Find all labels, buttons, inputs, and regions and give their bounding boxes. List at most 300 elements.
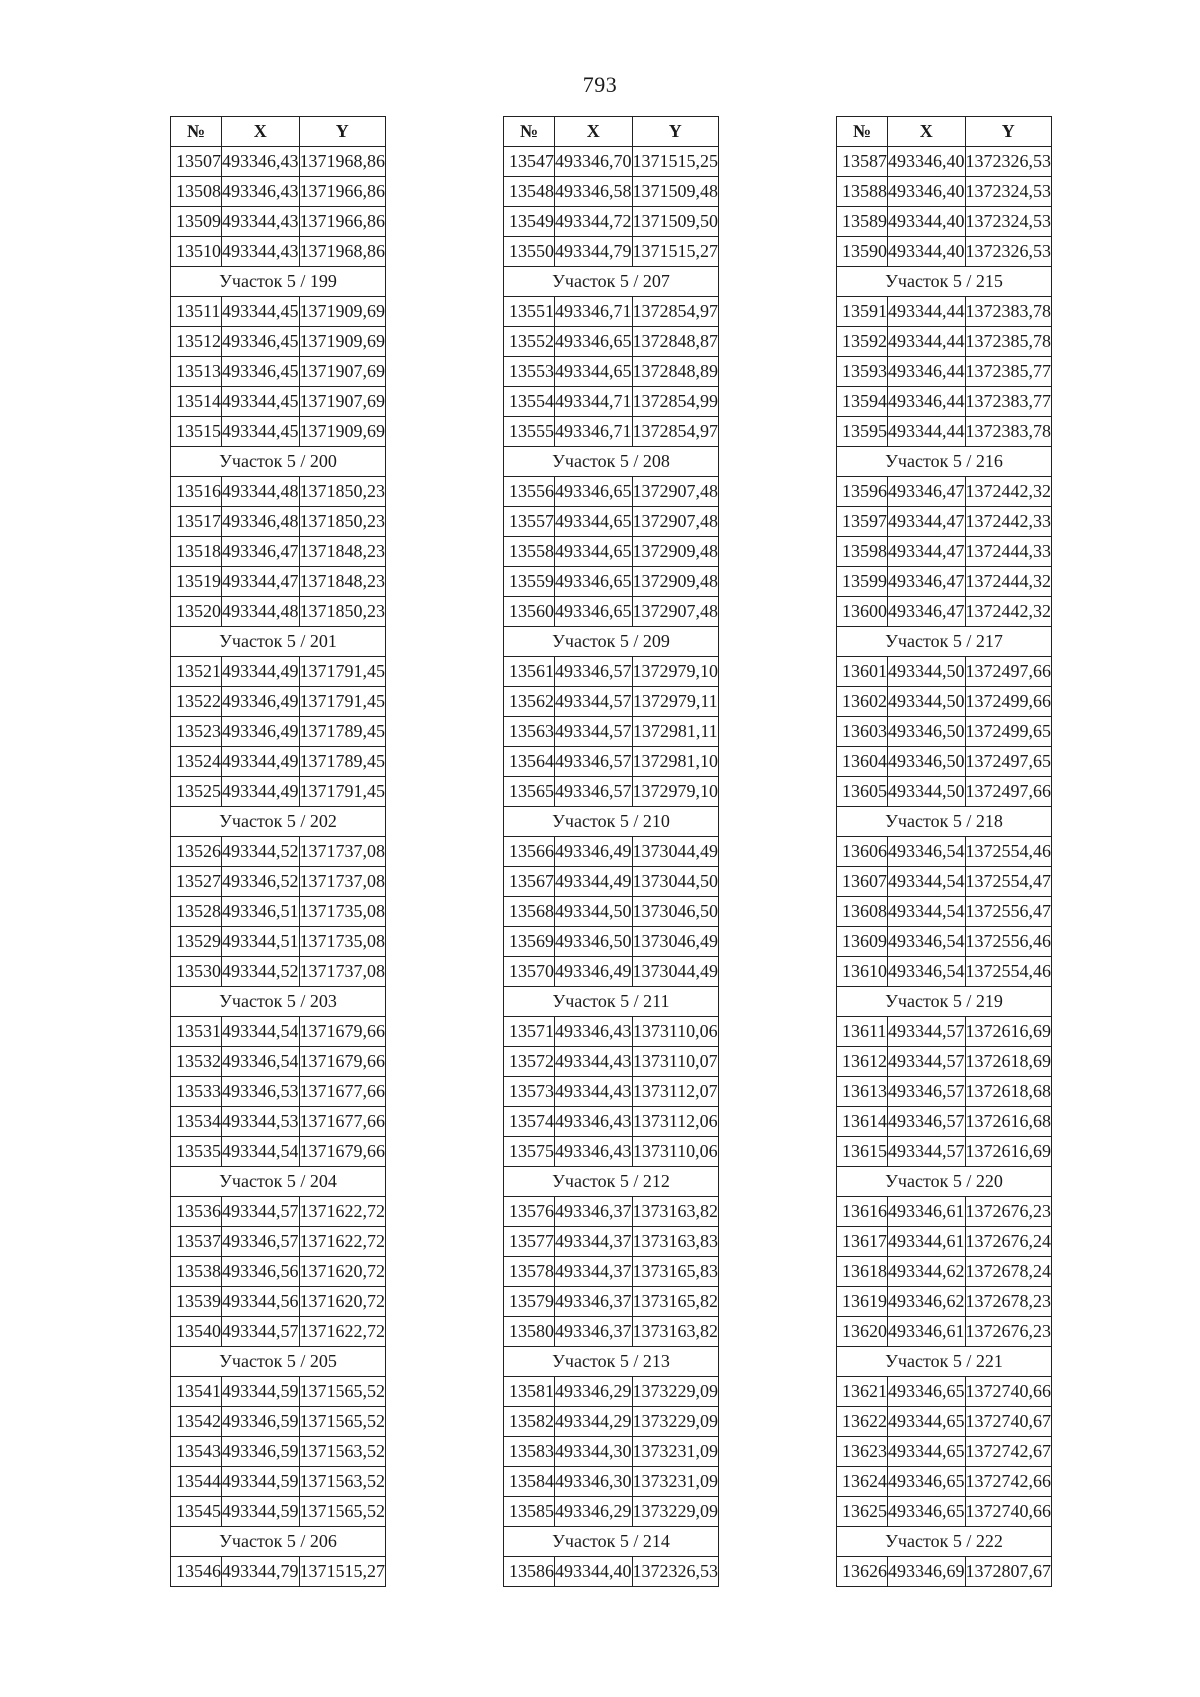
- table-row: [504, 1197, 719, 1227]
- x-coordinate-cell: 493344,40: [555, 1557, 633, 1587]
- y-coordinate-cell: 1372676,24: [965, 1227, 1052, 1257]
- y-coordinate-cell: 1371737,08: [299, 957, 386, 987]
- table-row: [504, 1047, 719, 1077]
- point-number-cell: 13602: [837, 687, 888, 717]
- section-row: [171, 807, 386, 837]
- table-row: [171, 237, 386, 267]
- table-row: [504, 537, 719, 567]
- section-row: [504, 807, 719, 837]
- x-coordinate-cell: 493346,54: [888, 837, 966, 867]
- table-row: [837, 1017, 1052, 1047]
- x-coordinate-cell: 493346,49: [222, 687, 300, 717]
- table-row: [171, 387, 386, 417]
- point-number-cell: 13551: [504, 297, 555, 327]
- table-row: [171, 867, 386, 897]
- column-header-x: X: [888, 117, 966, 147]
- table-row: [171, 507, 386, 537]
- section-title: Участок 5 / 220: [837, 1167, 1052, 1197]
- table-header-row: [504, 117, 719, 147]
- table-row: [504, 747, 719, 777]
- y-coordinate-cell: 1371622,72: [299, 1317, 386, 1347]
- point-number-cell: 13514: [171, 387, 222, 417]
- x-coordinate-cell: 493346,49: [222, 717, 300, 747]
- point-number-cell: 13580: [504, 1317, 555, 1347]
- page-number: 793: [582, 72, 618, 97]
- section-row: [504, 1167, 719, 1197]
- point-number-cell: 13626: [837, 1557, 888, 1587]
- point-number-cell: 13577: [504, 1227, 555, 1257]
- x-coordinate-cell: 493346,71: [555, 417, 633, 447]
- point-number-cell: 13592: [837, 327, 888, 357]
- table-row: [504, 387, 719, 417]
- table-row: [837, 297, 1052, 327]
- point-number-cell: 13623: [837, 1437, 888, 1467]
- x-coordinate-cell: 493346,50: [555, 927, 633, 957]
- point-number-cell: 13579: [504, 1287, 555, 1317]
- section-title: Участок 5 / 208: [504, 447, 719, 477]
- section-title: Участок 5 / 205: [171, 1347, 386, 1377]
- y-coordinate-cell: 1371515,27: [299, 1557, 386, 1587]
- point-number-cell: 13608: [837, 897, 888, 927]
- table-row: [837, 867, 1052, 897]
- point-number-cell: 13600: [837, 597, 888, 627]
- column-header-y: Y: [632, 117, 719, 147]
- point-number-cell: 13509: [171, 207, 222, 237]
- x-coordinate-cell: 493346,59: [222, 1407, 300, 1437]
- section-title: Участок 5 / 211: [504, 987, 719, 1017]
- point-number-cell: 13620: [837, 1317, 888, 1347]
- x-coordinate-cell: 493344,71: [555, 387, 633, 417]
- table-row: [171, 327, 386, 357]
- point-number-cell: 13598: [837, 537, 888, 567]
- section-row: [504, 627, 719, 657]
- y-coordinate-cell: 1373163,82: [632, 1317, 719, 1347]
- y-coordinate-cell: 1373163,82: [632, 1197, 719, 1227]
- point-number-cell: 13573: [504, 1077, 555, 1107]
- section-title: Участок 5 / 218: [837, 807, 1052, 837]
- y-coordinate-cell: 1372499,65: [965, 717, 1052, 747]
- y-coordinate-cell: 1371677,66: [299, 1077, 386, 1107]
- section-title: Участок 5 / 222: [837, 1527, 1052, 1557]
- y-coordinate-cell: 1372807,67: [965, 1557, 1052, 1587]
- section-title: Участок 5 / 201: [171, 627, 386, 657]
- section-title: Участок 5 / 212: [504, 1167, 719, 1197]
- section-title: Участок 5 / 206: [171, 1527, 386, 1557]
- x-coordinate-cell: 493346,47: [222, 537, 300, 567]
- x-coordinate-cell: 493344,72: [555, 207, 633, 237]
- point-number-cell: 13550: [504, 237, 555, 267]
- table-row: [837, 1107, 1052, 1137]
- y-coordinate-cell: 1372442,32: [965, 477, 1052, 507]
- y-coordinate-cell: 1372442,33: [965, 507, 1052, 537]
- section-row: [171, 1167, 386, 1197]
- table-row: [837, 147, 1052, 177]
- point-number-cell: 13574: [504, 1107, 555, 1137]
- y-coordinate-cell: 1371968,86: [299, 237, 386, 267]
- x-coordinate-cell: 493344,43: [222, 237, 300, 267]
- table-row: [504, 327, 719, 357]
- x-coordinate-cell: 493344,65: [555, 507, 633, 537]
- table-row: [504, 1497, 719, 1527]
- y-coordinate-cell: 1372742,67: [965, 1437, 1052, 1467]
- y-coordinate-cell: 1372742,66: [965, 1467, 1052, 1497]
- x-coordinate-cell: 493344,30: [555, 1437, 633, 1467]
- table-row: [171, 717, 386, 747]
- y-coordinate-cell: 1372907,48: [632, 507, 719, 537]
- table-row: [504, 207, 719, 237]
- y-coordinate-cell: 1373046,50: [632, 897, 719, 927]
- x-coordinate-cell: 493346,45: [222, 327, 300, 357]
- x-coordinate-cell: 493346,65: [555, 327, 633, 357]
- point-number-cell: 13542: [171, 1407, 222, 1437]
- y-coordinate-cell: 1371848,23: [299, 567, 386, 597]
- x-coordinate-cell: 493346,57: [555, 747, 633, 777]
- x-coordinate-cell: 493346,65: [555, 567, 633, 597]
- table-row: [504, 897, 719, 927]
- y-coordinate-cell: 1371907,69: [299, 357, 386, 387]
- point-number-cell: 13610: [837, 957, 888, 987]
- y-coordinate-cell: 1372383,78: [965, 297, 1052, 327]
- x-coordinate-cell: 493346,40: [888, 177, 966, 207]
- section-row: [171, 987, 386, 1017]
- point-number-cell: 13539: [171, 1287, 222, 1317]
- y-coordinate-cell: 1371966,86: [299, 207, 386, 237]
- y-coordinate-cell: 1372385,78: [965, 327, 1052, 357]
- point-number-cell: 13576: [504, 1197, 555, 1227]
- point-number-cell: 13557: [504, 507, 555, 537]
- x-coordinate-cell: 493346,65: [888, 1497, 966, 1527]
- y-coordinate-cell: 1371735,08: [299, 897, 386, 927]
- x-coordinate-cell: 493344,57: [888, 1017, 966, 1047]
- y-coordinate-cell: 1371677,66: [299, 1107, 386, 1137]
- table-row: [171, 1407, 386, 1437]
- section-title: Участок 5 / 221: [837, 1347, 1052, 1377]
- table-row: [837, 357, 1052, 387]
- x-coordinate-cell: 493344,29: [555, 1407, 633, 1437]
- y-coordinate-cell: 1373110,06: [632, 1017, 719, 1047]
- point-number-cell: 13593: [837, 357, 888, 387]
- y-coordinate-cell: 1372497,66: [965, 777, 1052, 807]
- point-number-cell: 13584: [504, 1467, 555, 1497]
- y-coordinate-cell: 1371909,69: [299, 417, 386, 447]
- table-row: [837, 1197, 1052, 1227]
- point-number-cell: 13507: [171, 147, 222, 177]
- table-row: [837, 837, 1052, 867]
- table-row: [837, 477, 1052, 507]
- table-row: [171, 1557, 386, 1587]
- column-header-y: Y: [299, 117, 386, 147]
- x-coordinate-cell: 493346,65: [888, 1377, 966, 1407]
- table-row: [504, 1077, 719, 1107]
- point-number-cell: 13529: [171, 927, 222, 957]
- x-coordinate-cell: 493344,50: [888, 777, 966, 807]
- table-row: [171, 417, 386, 447]
- column-header-number: №: [171, 117, 222, 147]
- x-coordinate-cell: 493346,49: [555, 957, 633, 987]
- y-coordinate-cell: 1372383,77: [965, 387, 1052, 417]
- y-coordinate-cell: 1371735,08: [299, 927, 386, 957]
- table-row: [837, 657, 1052, 687]
- y-coordinate-cell: 1372907,48: [632, 597, 719, 627]
- table-row: [171, 1377, 386, 1407]
- table-row: [171, 207, 386, 237]
- y-coordinate-cell: 1372554,46: [965, 957, 1052, 987]
- y-coordinate-cell: 1372385,77: [965, 357, 1052, 387]
- point-number-cell: 13531: [171, 1017, 222, 1047]
- point-number-cell: 13526: [171, 837, 222, 867]
- table-row: [837, 1377, 1052, 1407]
- x-coordinate-cell: 493344,79: [555, 237, 633, 267]
- x-coordinate-cell: 493346,45: [222, 357, 300, 387]
- point-number-cell: 13533: [171, 1077, 222, 1107]
- y-coordinate-cell: 1372554,47: [965, 867, 1052, 897]
- point-number-cell: 13559: [504, 567, 555, 597]
- x-coordinate-cell: 493346,71: [555, 297, 633, 327]
- y-coordinate-cell: 1373110,06: [632, 1137, 719, 1167]
- table-row: [504, 147, 719, 177]
- section-title: Участок 5 / 207: [504, 267, 719, 297]
- y-coordinate-cell: 1372740,67: [965, 1407, 1052, 1437]
- point-number-cell: 13607: [837, 867, 888, 897]
- x-coordinate-cell: 493344,56: [222, 1287, 300, 1317]
- point-number-cell: 13532: [171, 1047, 222, 1077]
- y-coordinate-cell: 1371848,23: [299, 537, 386, 567]
- x-coordinate-cell: 493346,65: [555, 477, 633, 507]
- x-coordinate-cell: 493344,40: [888, 237, 966, 267]
- section-title: Участок 5 / 216: [837, 447, 1052, 477]
- x-coordinate-cell: 493344,37: [555, 1227, 633, 1257]
- table-row: [504, 657, 719, 687]
- x-coordinate-cell: 493344,57: [222, 1197, 300, 1227]
- x-coordinate-cell: 493346,37: [555, 1317, 633, 1347]
- x-coordinate-cell: 493346,50: [888, 747, 966, 777]
- y-coordinate-cell: 1372676,23: [965, 1317, 1052, 1347]
- point-number-cell: 13613: [837, 1077, 888, 1107]
- point-number-cell: 13523: [171, 717, 222, 747]
- table-row: [171, 477, 386, 507]
- point-number-cell: 13519: [171, 567, 222, 597]
- y-coordinate-cell: 1372616,69: [965, 1017, 1052, 1047]
- point-number-cell: 13565: [504, 777, 555, 807]
- point-number-cell: 13596: [837, 477, 888, 507]
- table-row: [504, 567, 719, 597]
- x-coordinate-cell: 493344,40: [888, 207, 966, 237]
- section-row: [837, 807, 1052, 837]
- point-number-cell: 13538: [171, 1257, 222, 1287]
- x-coordinate-cell: 493344,65: [555, 537, 633, 567]
- y-coordinate-cell: 1371789,45: [299, 717, 386, 747]
- table-row: [504, 1137, 719, 1167]
- section-row: [837, 1347, 1052, 1377]
- x-coordinate-cell: 493346,43: [555, 1137, 633, 1167]
- y-coordinate-cell: 1372324,53: [965, 177, 1052, 207]
- point-number-cell: 13572: [504, 1047, 555, 1077]
- y-coordinate-cell: 1372499,66: [965, 687, 1052, 717]
- y-coordinate-cell: 1371622,72: [299, 1197, 386, 1227]
- point-number-cell: 13566: [504, 837, 555, 867]
- y-coordinate-cell: 1372324,53: [965, 207, 1052, 237]
- point-number-cell: 13575: [504, 1137, 555, 1167]
- table-header-row: [837, 117, 1052, 147]
- x-coordinate-cell: 493344,43: [222, 207, 300, 237]
- table-row: [171, 177, 386, 207]
- y-coordinate-cell: 1372848,89: [632, 357, 719, 387]
- y-coordinate-cell: 1371791,45: [299, 777, 386, 807]
- point-number-cell: 13510: [171, 237, 222, 267]
- table-row: [504, 1257, 719, 1287]
- x-coordinate-cell: 493346,56: [222, 1257, 300, 1287]
- x-coordinate-cell: 493344,57: [888, 1047, 966, 1077]
- point-number-cell: 13556: [504, 477, 555, 507]
- table-row: [171, 1047, 386, 1077]
- x-coordinate-cell: 493346,44: [888, 357, 966, 387]
- x-coordinate-cell: 493344,50: [888, 657, 966, 687]
- point-number-cell: 13568: [504, 897, 555, 927]
- section-title: Участок 5 / 204: [171, 1167, 386, 1197]
- table-row: [504, 687, 719, 717]
- y-coordinate-cell: 1372616,69: [965, 1137, 1052, 1167]
- table-row: [837, 567, 1052, 597]
- y-coordinate-cell: 1372740,66: [965, 1377, 1052, 1407]
- y-coordinate-cell: 1372326,53: [632, 1557, 719, 1587]
- y-coordinate-cell: 1373231,09: [632, 1467, 719, 1497]
- y-coordinate-cell: 1372854,97: [632, 417, 719, 447]
- y-coordinate-cell: 1371791,45: [299, 687, 386, 717]
- section-title: Участок 5 / 213: [504, 1347, 719, 1377]
- x-coordinate-cell: 493346,43: [222, 147, 300, 177]
- y-coordinate-cell: 1373044,50: [632, 867, 719, 897]
- table-row: [837, 177, 1052, 207]
- section-title: Участок 5 / 217: [837, 627, 1052, 657]
- point-number-cell: 13604: [837, 747, 888, 777]
- y-coordinate-cell: 1371909,69: [299, 297, 386, 327]
- table-row: [504, 777, 719, 807]
- table-row: [171, 357, 386, 387]
- table-row: [504, 1557, 719, 1587]
- x-coordinate-cell: 493346,59: [222, 1437, 300, 1467]
- x-coordinate-cell: 493346,49: [555, 837, 633, 867]
- x-coordinate-cell: 493344,43: [555, 1077, 633, 1107]
- y-coordinate-cell: 1373112,07: [632, 1077, 719, 1107]
- x-coordinate-cell: 493344,49: [222, 777, 300, 807]
- section-row: [504, 1347, 719, 1377]
- y-coordinate-cell: 1372618,69: [965, 1047, 1052, 1077]
- table-body: [504, 147, 719, 1587]
- table-row: [171, 297, 386, 327]
- x-coordinate-cell: 493344,45: [222, 417, 300, 447]
- point-number-cell: 13547: [504, 147, 555, 177]
- point-number-cell: 13522: [171, 687, 222, 717]
- y-coordinate-cell: 1372979,10: [632, 657, 719, 687]
- table-row: [171, 567, 386, 597]
- y-coordinate-cell: 1371968,86: [299, 147, 386, 177]
- table-body: [837, 147, 1052, 1587]
- section-title: Участок 5 / 209: [504, 627, 719, 657]
- section-title: Участок 5 / 210: [504, 807, 719, 837]
- y-coordinate-cell: 1372556,47: [965, 897, 1052, 927]
- point-number-cell: 13545: [171, 1497, 222, 1527]
- table-row: [504, 957, 719, 987]
- x-coordinate-cell: 493346,61: [888, 1197, 966, 1227]
- table-row: [837, 1137, 1052, 1167]
- column-header-x: X: [222, 117, 300, 147]
- point-number-cell: 13530: [171, 957, 222, 987]
- y-coordinate-cell: 1371850,23: [299, 597, 386, 627]
- point-number-cell: 13569: [504, 927, 555, 957]
- y-coordinate-cell: 1371622,72: [299, 1227, 386, 1257]
- table-row: [837, 417, 1052, 447]
- table-row: [504, 1017, 719, 1047]
- x-coordinate-cell: 493344,52: [222, 837, 300, 867]
- y-coordinate-cell: 1373110,07: [632, 1047, 719, 1077]
- x-coordinate-cell: 493346,52: [222, 867, 300, 897]
- table-row: [171, 1017, 386, 1047]
- y-coordinate-cell: 1372981,11: [632, 717, 719, 747]
- point-number-cell: 13528: [171, 897, 222, 927]
- y-coordinate-cell: 1373165,83: [632, 1257, 719, 1287]
- table-row: [837, 537, 1052, 567]
- y-coordinate-cell: 1371515,27: [632, 237, 719, 267]
- y-coordinate-cell: 1373046,49: [632, 927, 719, 957]
- y-coordinate-cell: 1372678,23: [965, 1287, 1052, 1317]
- table-row: [171, 537, 386, 567]
- point-number-cell: 13544: [171, 1467, 222, 1497]
- point-number-cell: 13564: [504, 747, 555, 777]
- x-coordinate-cell: 493344,57: [555, 687, 633, 717]
- y-coordinate-cell: 1372442,32: [965, 597, 1052, 627]
- point-number-cell: 13606: [837, 837, 888, 867]
- point-number-cell: 13591: [837, 297, 888, 327]
- y-coordinate-cell: 1371909,69: [299, 327, 386, 357]
- section-row: [504, 987, 719, 1017]
- point-number-cell: 13615: [837, 1137, 888, 1167]
- x-coordinate-cell: 493344,57: [222, 1317, 300, 1347]
- x-coordinate-cell: 493346,43: [222, 177, 300, 207]
- x-coordinate-cell: 493344,48: [222, 477, 300, 507]
- y-coordinate-cell: 1373165,82: [632, 1287, 719, 1317]
- section-title: Участок 5 / 203: [171, 987, 386, 1017]
- section-row: [837, 1167, 1052, 1197]
- point-number-cell: 13585: [504, 1497, 555, 1527]
- table-row: [837, 1497, 1052, 1527]
- point-number-cell: 13516: [171, 477, 222, 507]
- x-coordinate-cell: 493346,37: [555, 1197, 633, 1227]
- section-title: Участок 5 / 199: [171, 267, 386, 297]
- y-coordinate-cell: 1371850,23: [299, 477, 386, 507]
- point-number-cell: 13546: [171, 1557, 222, 1587]
- table-row: [504, 717, 719, 747]
- y-coordinate-cell: 1371679,66: [299, 1017, 386, 1047]
- x-coordinate-cell: 493346,48: [222, 507, 300, 537]
- x-coordinate-cell: 493346,43: [555, 1017, 633, 1047]
- column-header-number: №: [837, 117, 888, 147]
- point-number-cell: 13517: [171, 507, 222, 537]
- point-number-cell: 13587: [837, 147, 888, 177]
- x-coordinate-cell: 493346,29: [555, 1377, 633, 1407]
- point-number-cell: 13601: [837, 657, 888, 687]
- coordinates-table-1: [170, 116, 386, 1587]
- table-row: [837, 597, 1052, 627]
- y-coordinate-cell: 1371509,48: [632, 177, 719, 207]
- point-number-cell: 13624: [837, 1467, 888, 1497]
- table-row: [837, 1257, 1052, 1287]
- x-coordinate-cell: 493346,65: [888, 1467, 966, 1497]
- y-coordinate-cell: 1372554,46: [965, 837, 1052, 867]
- x-coordinate-cell: 493346,29: [555, 1497, 633, 1527]
- table-row: [171, 897, 386, 927]
- section-title: Участок 5 / 214: [504, 1527, 719, 1557]
- table-row: [171, 657, 386, 687]
